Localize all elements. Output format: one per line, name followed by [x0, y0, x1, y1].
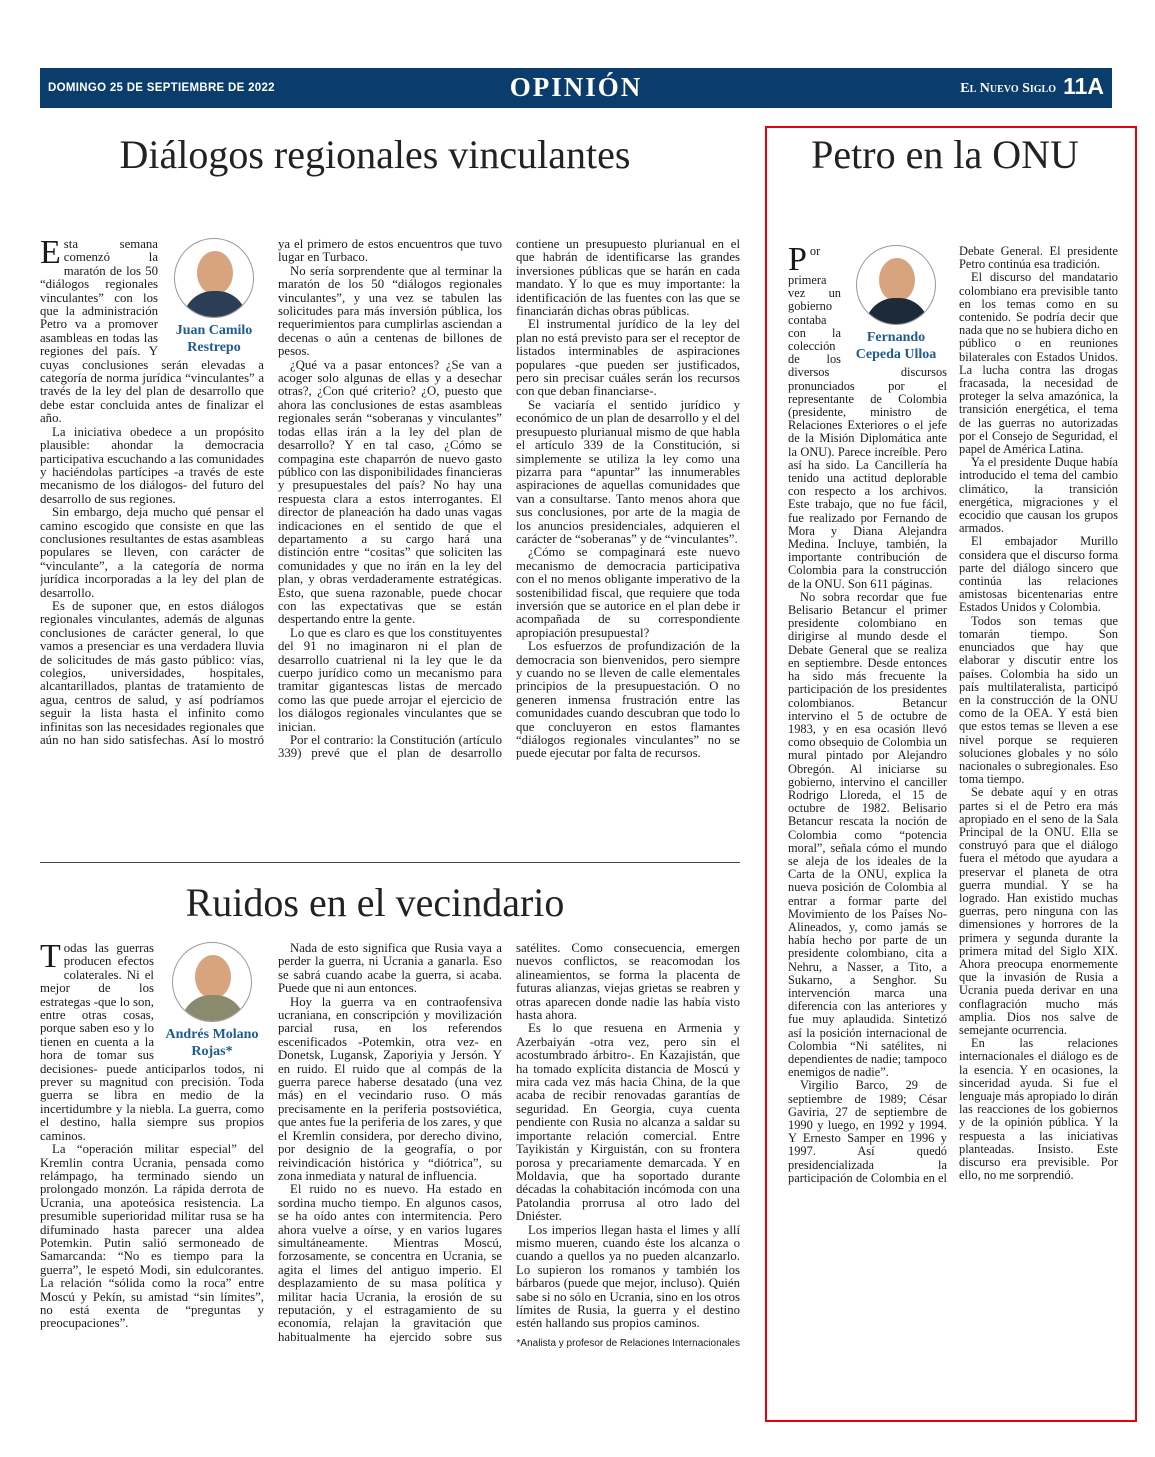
paragraph: Hoy la guerra va en contraofensiva ucraniana, en conscripción y movilización parcial rusa, en los referendos escenificados -Potemkin, otra vez- en Donetsk, Lugansk, Zaporiyia y Jersón. Y en ruido. El ruido que al compás de la guerra parece haberse desatado (una vez más) en el vecindario ruso. O más precisamente en la periferia postsoviética, que antes fue la periferia de los zares, y que el Kremlin considera, por derecho divino, por designio de la geografía, o por reivindicación histórica y “diótrica”, su zona inmediata y natural de influencia.	[278, 994, 502, 1183]
drop-cap: P	[788, 245, 807, 278]
article-1-title: Diálogos regionales vinculantes	[119, 132, 631, 177]
paragraph: No sería sorprendente que al terminar la maratón de los 50 “diálogos regionales vinculantes”, y una vez se tabulen las solicitudes para más inversión pública, los requerimientos para cumplirlas asciendan a decenas o aún a centenas de billones de pesos.	[278, 263, 502, 359]
author-card	[164, 238, 264, 356]
masthead	[40, 68, 1112, 108]
paragraph: El discurso del mandatario colombiano era previsible tanto en los temas como en su contenido. Se podría decir que nada que no se hubiera dicho en público o en reuniones bilaterales con Estados Unidos. La lucha contra las drogas fracasada, la necesidad de proteger la selva amazónica, la transición energética, el tema de las guerras no autorizadas por el Consejo de Seguridad, el papel de América Latina.	[959, 270, 1118, 457]
article-2-title: Ruidos en el vecindario	[185, 880, 565, 925]
paragraph: Es lo que resuena en Armenia y Azerbaiyán -otra vez, pero sin el acostumbrado árbitro-. En Kazajistán, que ha tomado explícita distancia de Moscú y mira cada vez más hacia China, de la que acaba de recibir renovadas garantías de seguridad. En Georgia, cuya cuenta pendiente con Rusia no alcanza a saldar su importante relación comercial. Entre Tayikistán y Kirguistán, con su frontera porosa y precariamente demarcada. Y en Moldavia, que ha soportado durante décadas la cohabitación incómoda con una Patolandia prorrusa al otro lado del Dniéster.	[516, 1021, 740, 1224]
author-footnote: *Analista y profesor de Relaciones Internacionales	[516, 1337, 740, 1349]
paragraph: Ya el presidente Duque había introducido el tema del cambio climático, la transición energética, migraciones y el ecocidio que causan los grupos armados.	[959, 455, 1118, 536]
author-name: Fernando Cepeda Ulloa	[855, 330, 937, 362]
paragraph: Virgilio Barco, 29 de septiembre de 1989; César Gaviria, 27 de septiembre de 1990 y luego, en 1992 y 1994. Y Ernesto Samper en 1996 y 1997. Así quedó presidencializada la participación de Colombia en el Debate General. El presidente Petro continúa esa tradición.	[788, 245, 1118, 1185]
paragraph: El instrumental jurídico de la ley del plan no está previsto para ser el receptor de listados interminables de aspiraciones populares -que pueden ser justificados, pero sin precisar cuáles serán los recursos con que deban financiarse-.	[516, 317, 740, 399]
paragraph: La iniciativa obedece a un propósito plausible: ahondar la democracia participativa escuchando a las comunidades y haciéndolas partícipes -a través de este mecanismo de los diálogos- del futuro del desarrollo de sus regiones.	[40, 424, 264, 506]
author-card	[160, 942, 264, 1060]
paragraph: El embajador Murillo considera que el discurso forma parte del diálogo sincero que continúa las relaciones amistosas bicentenarias entre Estados Unidos y Colombia.	[959, 534, 1118, 615]
paragraph: La “operación militar especial” del Kremlin contra Ucrania, pensada como relámpago, ha terminado siendo un prolongado monzón. La rápida derrota de Ucrania, una apoteósica resistencia. La presumible superioridad militar rusa se ha difuminado hasta parecer una aldea Potemkin. Putin salió sermoneado de Samarcanda: “No es tiempo para la guerra”, le espetó Modi, sin edulcorantes. La relación “sólida como la roca” entre Moscú y Pekín, su amistad “sin límites”, no está exenta de “preguntas y preocupaciones”.	[40, 1142, 264, 1331]
paragraph: Por el contrario: la Constitución (artículo 339) prevé que el plan de desarrollo contiene un presupuesto plurianual en el que habrán de identificarse las grandes inversiones públicas que se harán en cada mandato. Y lo que es muy importante: la identificación de las fuentes con las que se financiarán dichas obras públicas.	[278, 238, 740, 761]
author-photo	[856, 245, 936, 325]
page-number: 11A	[1063, 73, 1104, 99]
paragraph: El ruido no es nuevo. Ha estado en sordina mucho tiempo. En algunos casos, se ha oído antes con intermitencia. Pero ahora vuelve a oírse, y en varios lugares simultáneamente. Mientras Moscú, forzosamente, se concentra en Ucrania, se agita el limes del antiguo imperio. El desplazamiento de su masa política y militar hacia Ucrania, la erosión de su reputación, y el estragamiento de su economía, relajan la gravitación que habitualmente ha ejercido sobre sus satélites. Como consecuencia, emergen nuevos conflictos, se reacomodan los alineamientos, se forma la placenta de futuras alianzas, viejas grietas se reabren y otras aparecen donde nadie las había visto hasta ahora.	[278, 942, 740, 1344]
paragraph: Es de suponer que, en estos diálogos regionales vinculantes, además de algunas conclusiones de carácter general, lo que vamos a presenciar es una verdadera lluvia de solicitudes de más gasto público: vías, colegios, universidades, hospitales, alcantarillados, plantas de tratamiento de agua, centros de salud, y así podríamos seguir la lista hasta el infinito como infinitas son las necesidades regionales que aún no han sido satisfechas. Así lo mostró ya el primero de estos encuentros que tuvo lugar en Turbaco.	[40, 238, 502, 748]
paragraph: ¿Cómo se compaginará este nuevo mecanismo de democracia participativa con el no menos obligante imperativo de la sostenibilidad fiscal, que requiere que toda inversión que se autorice en el plan debe ir acompañada de su correspondiente apropiación presupuestal?	[516, 545, 740, 640]
paragraph: En las relaciones internacionales el diálogo es de la esencia. Y en ocasiones, la sinceridad ayuda. Si fue el lenguaje más apropiado lo dirán las reacciones de los gobiernos y de la opinión pública. Y la respuesta a las iniciativas planteadas. Insisto. Este discurso era previsible. Por ello, no me sorprendió.	[959, 1036, 1118, 1183]
section-divider	[40, 862, 740, 863]
paragraph: Sin embargo, deja mucho qué pensar el camino escogido que consiste en que las conclusiones resultantes de estas asambleas populares se lleven, con carácter de “vinculante”, a la categoría de norma jurídica incorporadas a la ley del plan de desarrollo.	[40, 505, 264, 600]
paragraph: Por primera vez un gobierno contaba con la colección de los diversos discursos pronunciados por el representante de Colombia (presidente, ministro de Relaciones Exteriores o el jefe de la Misión Diplomática ante la ONU). Parece increíble. Pero así ha sido. La Cancillería ha tenido una actitud deplorable con respecto a los archivos. Este trabajo, que no fue fácil, fue realizado por Fernando de Mora y Diana Alejandra Medina. Incluye, también, la importante contribución de Colombia para la construcción de la ONU. Son 611 páginas.	[788, 245, 947, 591]
paragraph: Lo que es claro es que los constituyentes del 91 no imaginaron ni el plan de desarrollo cuatrienal ni la ley que le da cuerpo jurídico como un mecanismo para tramitar gigantescas listas de mercado como las que puede arrojar el ejercicio de los diálogos regionales vinculantes que se inician.	[278, 625, 502, 734]
article-2-body	[40, 942, 740, 1412]
newspaper-name: El Nuevo Siglo	[960, 81, 1056, 96]
drop-cap: T	[40, 942, 61, 975]
author-photo	[172, 942, 252, 1022]
paragraph: Los imperios llegan hasta el limes y allí mismo mueren, cuando éste los alcanza o cuando a quellos ya no pueden alcanzarlo. Lo supieron los romanos y también los bárbaros (puede que mejor, incluso). Quién sabe si no sólo en Ucrania, sino en los otros límites de Rusia, la guerra y el destino estén hallando sus propios caminos.	[516, 1222, 740, 1331]
paragraph: Se vaciaría el sentido jurídico y económico de un plan de desarrollo y el del presupuesto plurianual mismo de que habla el artículo 339 de la Constitución, si simplemente se utiliza la ley como una pizarra para “apuntar” las innumerables aspiraciones de aquellas comunidades que van a consultarse. Tanto menos ahora que sus conclusiones, por arte de la magia de los anuncios presidenciales, adquieren el carácter de “soberanas” y de “vinculantes”.	[516, 397, 740, 546]
article-1-body	[40, 238, 740, 848]
paragraph: Nada de esto significa que Rusia vaya a perder la guerra, ni Ucrania a ganarla. Eso se sabrá cuando acabe la guerra, si acaba. Puede que ni aun entonces.	[278, 942, 502, 996]
article-3-title: Petro en la ONU	[811, 132, 1079, 177]
paragraph: Esta semana comenzó la maratón de los 50 “diálogos regionales vinculantes” con los que la administración Petro va a promover asambleas en todas las regiones del país. Y cuyas conclusiones serán elevadas a categoría de norma jurídica “vinculantes” a través de la ley del plan de desarrollo que debe estar concluida antes de finalizar el año.	[40, 238, 264, 426]
author-photo	[174, 238, 254, 318]
paragraph: No sobra recordar que fue Belisario Betancur el primer presidente colombiano en dirigirse al mundo desde el Debate General que se realiza en septiembre. Desde entonces ha sido más frecuente la participación de los presidentes colombianos. Betancur intervino el 5 de octubre de 1983, y en esa ocasión llevó como obsequio de Colombia un mural pintado por Alejandro Obregón. Al iniciarse su gobierno, intervino el canciller Rodrigo Lloreda, el 15 de octubre de 1982. Belisario Betancur rescata la noción de Colombia como “potencia moral”, señala cómo el mundo se aleja de los ideales de la Carta de la ONU, explica la nueva posición de Colombia al entrar a formar parte del Movimiento de los Países No-Alineados, y, como jamás se había hecho por parte de un presidente colombiano, cita a Nehru, a Nasser, a Tito, a Sukarno, a Senghor. Su intervención marca una diferencia con las anteriores y fue muy aplaudida. Sintetizó así la posición internacional de Colombia “Ni satélites, ni dependientes de nadie; tampoco enemigos de nadie”.	[788, 589, 947, 1080]
author-card	[845, 245, 947, 363]
author-name: Andrés Molano Rojas*	[165, 1027, 259, 1059]
paragraph: Los esfuerzos de profundización de la democracia son bienvenidos, pero siempre y cuando no se lleven de calle elementales principios de la presupuestación. O no generen inmensa frustración entre las comunidades cuando descubran que todo lo que concluyeron en estos flamantes “diálogos regionales vinculantes” no se puede ejecutar por falta de recursos.	[516, 639, 740, 761]
author-name: Juan Camilo Restrepo	[175, 323, 253, 355]
paragraph: ¿Qué va a pasar entonces? ¿Se van a acoger solo algunas de ellas y a desechar otras?, ¿Con qué criterio? ¿O, puesto que ahora las conclusiones de estas asambleas regionales serán “soberanas y vinculantes” todas ellas irán a la ley del plan de desarrollo? Y en tal caso, ¿Cómo se compagina este chaparrón de nuevo gasto público con las disponibilidades financieras y presupuestales del país? No hay una respuesta clara a estos interrogantes. El director de planeación ha dado unas vagas indicaciones en el sentido de que el departamento a su cargo hará una distinción entre “cositas” que soliciten las comunidades y que no irán en la ley del plan, y obras verdaderamente estratégicas. Esto, que suena razonable, puede chocar con las expectativas que se están despertando entre la gente.	[278, 357, 502, 627]
drop-cap: E	[40, 238, 61, 271]
issue-date: DOMINGO 25 DE SEPTIEMBRE DE 2022	[48, 82, 275, 94]
paragraph: Todos son temas que tomarán tiempo. Son enunciados que hay que elaborar y discutir entre los países. Colombia ha sido un país multilateralista, participó en la construcción de la ONU como de la OEA. Y está bien que estos temas se lleven a ese nivel porque se requieren soluciones globales y no sólo nacionales o subregionales. Eso toma tiempo.	[959, 613, 1118, 787]
paragraph: Todas las guerras producen efectos colaterales. Ni el mejor de los estrategas -que lo son, entre otras cosas, porque saben eso y lo tienen en cuenta a la hora de tomar sus decisiones- puede anticiparlos todos, ni prever su magnitud con precisión. Toda guerra se libra en medio de la incertidumbre y la niebla. La guerra, como el destino, halla siempre sus propios caminos.	[40, 942, 264, 1143]
paragraph: Se debate aquí y en otras partes si el de Petro era más apropiado en el seno de la Sala Principal de la ONU. Ella se construyó para que el diálogo fuera el método que ayudara a preservar el planeta de otra guerra mundial. Y se ha logrado. Han existido muchas guerras, pero ninguna con las dimensiones y horrores de la primera y segunda durante la primera mitad del Siglo XIX. Ahora preocupa enormemente que la invasión de Rusia a Ucrania pueda derivar en una conflagración mucho más amplia. Dios nos salve de semejante ocurrencia.	[959, 785, 1118, 1037]
section-title: OPINIÓN	[509, 72, 643, 102]
article-3-body	[788, 245, 1118, 1410]
